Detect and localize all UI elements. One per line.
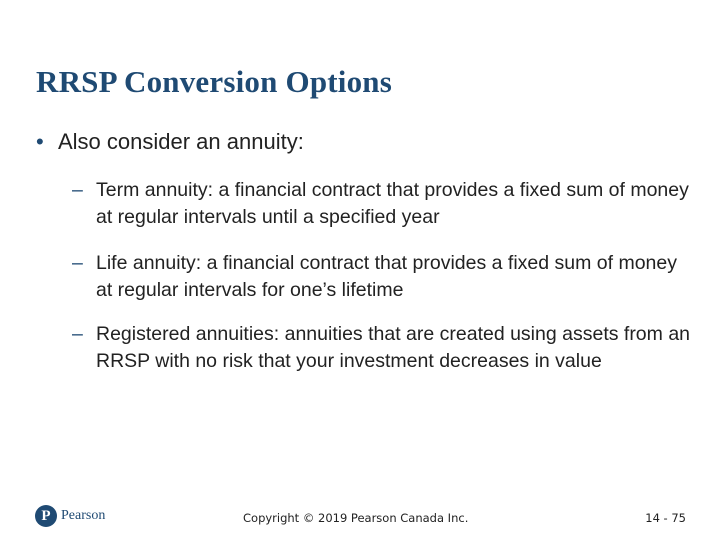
copyright-notice: Copyright © 2019 Pearson Canada Inc. <box>243 511 469 525</box>
sub-bullet-marker: – <box>72 252 83 274</box>
main-bullet <box>36 129 304 155</box>
sub-bullet-text: Term annuity: a financial contract that provides a fixed sum of money at regular intervals until a specified year <box>96 179 689 228</box>
pearson-logo-icon: P <box>35 505 57 527</box>
sub-bullet-term-annuity <box>72 177 692 231</box>
page-number: 14 - 75 <box>645 511 686 525</box>
sub-bullet-registered-annuities <box>72 321 692 375</box>
sub-bullet-marker: – <box>72 179 83 201</box>
bullet-marker: • <box>36 129 44 154</box>
sub-bullet-text: Registered annuities: annuities that are created using assets from an RRSP with no risk that your investment decreases in value <box>96 323 691 372</box>
slide-title: RRSP Conversion Options <box>36 64 392 99</box>
sub-bullet-life-annuity <box>72 250 692 304</box>
pearson-logo <box>35 505 105 527</box>
main-bullet-text: Also consider an annuity: <box>58 129 304 154</box>
sub-bullet-marker: – <box>72 323 83 345</box>
pearson-logo-text: Pearson <box>61 508 106 523</box>
sub-bullet-text: Life annuity: a financial contract that provides a fixed sum of money at regular intervals for one’s lifetime <box>96 252 677 301</box>
